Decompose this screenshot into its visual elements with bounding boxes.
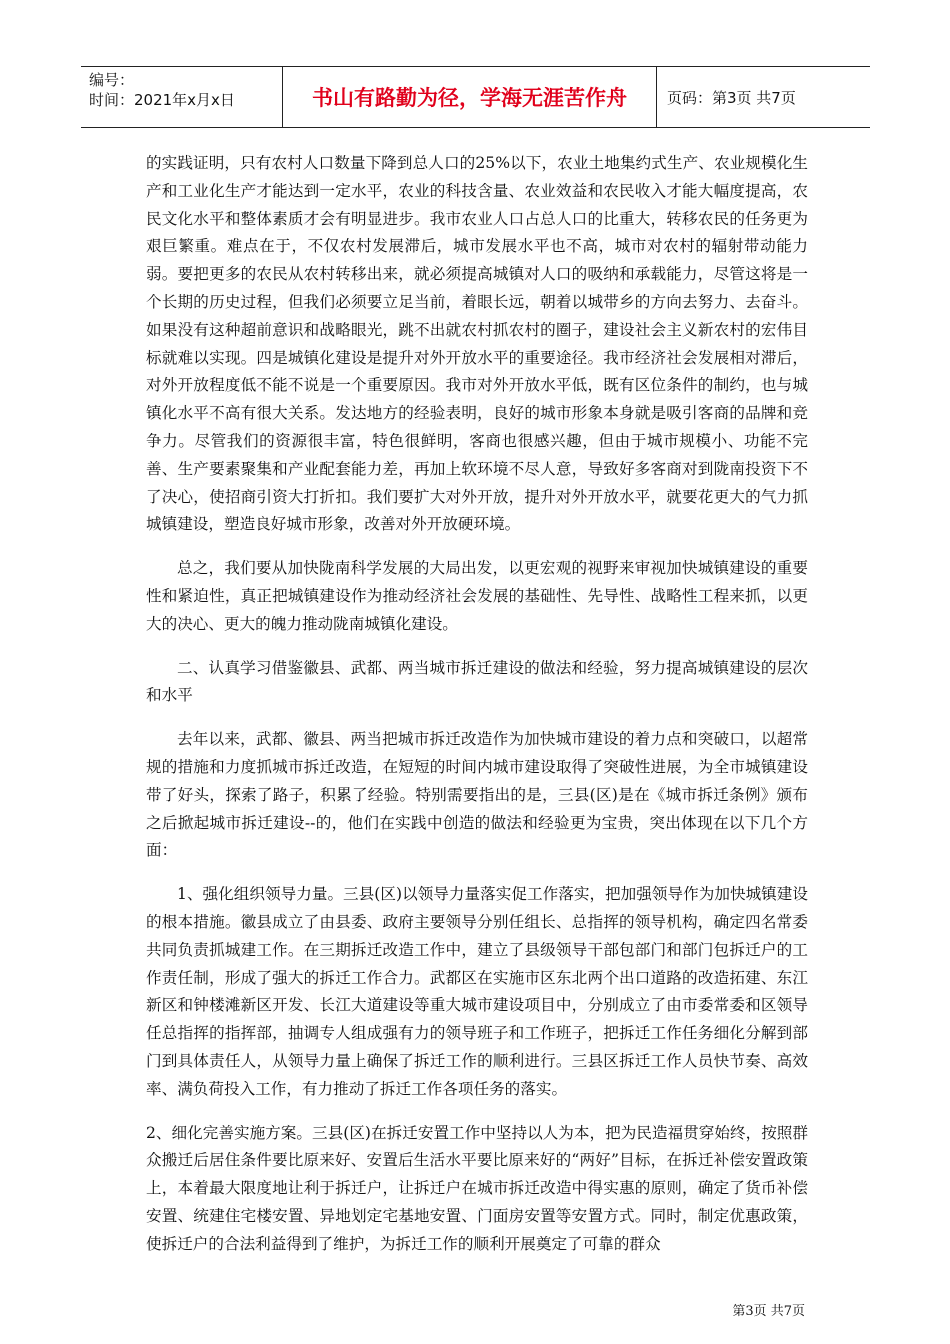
document-body [146,150,808,1274]
body-paragraph: 总之，我们要从加快陇南科学发展的大局出发，以更宏观的视野来审视加快城镇建设的重要性和紧迫性，真正把城镇建设作为推动经济社会发展的基础性、先导性、战略性工程来抓，以更大的决心、更大的魄力推动陇南城镇化建设。 [146,559,808,633]
section-heading: 二、认真学习借鉴徽县、武都、两当城市拆迁建设的做法和经验，努力提高城镇建设的层次和水平 [146,658,808,705]
page-footer-number: 第3页 共7页 [732,1304,805,1319]
body-paragraph: 的实践证明，只有农村人口数量下降到总人口的25%以下，农业土地集约式生产、农业规模化生产和工业化生产才能达到一定水平，农业的科技含量、农业效益和农民收入才能大幅度提高，农民文化水平和整体素质才会有明显进步。我市农业人口占总人口的比重大，转移农民的任务更为艰巨繁重。难点在于，不仅农村发展滞后，城市发展水平也不高，城市对农村的辐射带动能力弱。要把更多的农民从农村转移出来，就必须提高城镇对人口的吸纳和承载能力，尽管这将是一个长期的历史过程，但我们必须要立足当前，着眼长远，朝着以城带乡的方向去努力、去奋斗。如果没有这种超前意识和战略眼光，跳不出就农村抓农村的圈子，建设社会主义新农村的宏伟目标就难以实现。四是城镇化建设是提升对外开放水平的重要途径。我市经济社会发展相对滞后，对外开放程度低不能不说是一个重要原因。我市对外开放水平低，既有区位条件的制约，也与城镇化水平不高有很大关系。发达地方的经验表明，良好的城市形象本身就是吸引客商的品牌和竞争力。尽管我们的资源很丰富，特色很鲜明，客商也很感兴趣，但由于城市规模小、功能不完善、生产要素聚集和产业配套能力差，再加上软环境不尽人意，导致好多客商对到陇南投资下不了决心，使招商引资大打折扣。我们要扩大对外开放，提升对外开放水平，就要花更大的气力抓城镇建设，塑造良好城市形象，改善对外开放硬环境。 [146,154,808,534]
body-paragraph: 1、强化组织领导力量。三县(区)以领导力量落实促工作落实，把加强领导作为加快城镇建设的根本措施。徽县成立了由县委、政府主要领导分别任组长、总指挥的领导机构，确定四名常委共同负责抓城建工作。在三期拆迁改造工作中，建立了县级领导干部包部门和部门包拆迁户的工作责任制，形成了强大的拆迁工作合力。武都区在实施市区东北两个出口道路的改造拓建、东江新区和钟楼滩新区开发、长江大道建设等重大城市建设项目中，分别成立了由市委常委和区领导任总指挥的指挥部，抽调专人组成强有力的领导班子和工作班子，把拆迁工作任务细化分解到部门到具体责任人，从领导力量上确保了拆迁工作的顺利进行。三县区拆迁工作人员快节奏、高效率、满负荷投入工作，有力推动了拆迁工作各项任务的落实。 [146,885,808,1098]
body-paragraph: 去年以来，武都、徽县、两当把城市拆迁改造作为加快城市建设的着力点和突破口，以超常规的措施和力度抓城市拆迁改造，在短短的时间内城市建设取得了突破性进展，为全市城镇建设带了好头，探索了路子，积累了经验。特别需要指出的是，三县(区)是在《城市拆迁条例》颁布之后掀起城市拆迁建设--的，他们在实践中创造的做法和经验更为宝贵，突出体现在以下几个方面： [146,730,808,860]
header-motto: 书山有路勤为径，学海无涯苦作舟 [283,67,657,127]
header-meta [81,67,283,127]
document-number-label: 编号： [89,71,135,89]
header-page-number: 页码：第3页 共7页 [667,88,796,107]
document-date-label: 时间：2021年x月x日 [89,91,235,109]
page-header [81,66,870,128]
body-paragraph: 2、细化完善实施方案。三县(区)在拆迁安置工作中坚持以人为本，把为民造福贯穿始终，按照群众搬迁后居住条件要比原来好、安置后生活水平要比原来好的“两好”目标，在拆迁补偿安置政策上，本着最大限度地让利于拆迁户，让拆迁户在城市拆迁改造中得实惠的原则，确定了货币补偿安置、统建住宅楼安置、异地划定宅基地安置、门面房安置等安置方式。同时，制定优惠政策，使拆迁户的合法利益得到了维护，为拆迁工作的顺利开展奠定了可靠的群众 [146,1123,808,1253]
